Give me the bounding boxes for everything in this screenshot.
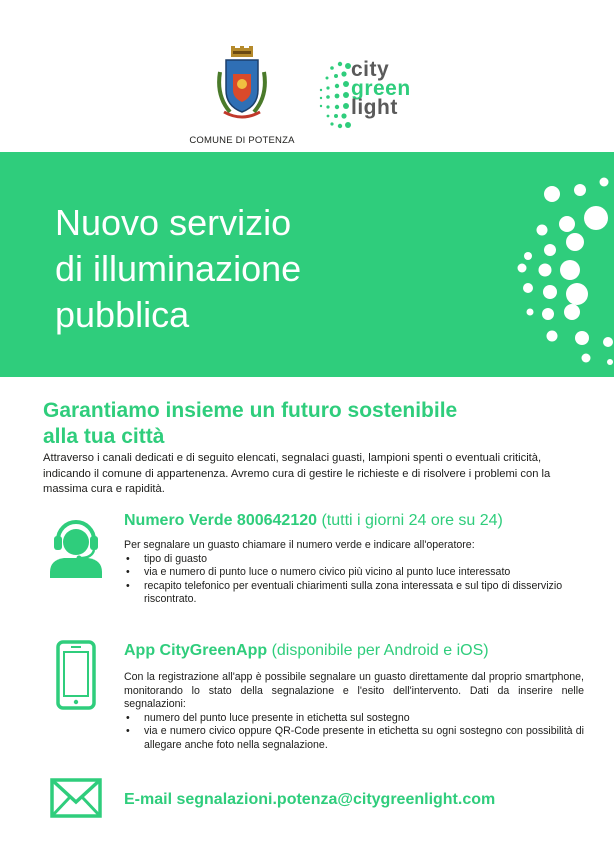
phone-availability: (tutti i giorni 24 ore su 24) (317, 512, 503, 529)
app-platforms: (disponibile per Android e iOS) (267, 642, 489, 659)
list-item: • recapito telefonico per eventuali chiarimenti sulla zona interessata e sul tipo di disservizio riscontrato. (124, 580, 584, 607)
citygreenlight-logo (318, 58, 428, 136)
app-name[interactable]: App CityGreenApp (124, 642, 268, 659)
call-center-operator-icon (48, 514, 104, 583)
toll-free-number[interactable]: Numero Verde 800642120 (124, 512, 318, 529)
email-contact-link[interactable]: E-mail segnalazioni.potenza@citygreenlight.com (124, 791, 496, 808)
list-item: • via e numero civico oppure QR-Code presente in etichetta su ogni sostegno con possibilità di allegare anche foto nella segnalazione. (124, 725, 584, 752)
list-item: • via e numero di punto luce o numero civico più vicino al punto luce interessato (124, 566, 584, 580)
banner-title-line: di illuminazione (55, 248, 302, 289)
app-info-list (124, 712, 584, 753)
phone-instructions: Per segnalare un guasto chiamare il numero verde e indicare all'operatore: (124, 539, 475, 551)
phone-section-title (124, 512, 503, 530)
intro-paragraph: Attraverso i canali dedicati e di seguito elencati, segnalaci guasti, lampioni spenti o eventuali criticità, indicando il comune di appartenenza. Avremo cura di gestire le richieste e di risolvere i problemi con la massima cura e rapidità. (43, 452, 551, 495)
comune-label: COMUNE DI POTENZA (189, 135, 295, 146)
app-section-title (124, 642, 489, 660)
headline-line: alla tua città (43, 425, 165, 448)
comune-crest-logo (214, 46, 270, 124)
brand-word-city: city (351, 58, 390, 81)
app-description: Con la registrazione all'app è possibile segnalare un guasto direttamente dal proprio smartphone, monitorando lo stato della segnalazione e l'esito dell'intervento. Dati da inserire nelle segnalazioni: (124, 671, 584, 711)
brand-word-green: green (351, 77, 411, 100)
phone-info-list (124, 553, 584, 607)
hero-banner (0, 152, 614, 377)
smartphone-icon (56, 640, 96, 715)
headline (43, 398, 583, 450)
brand-word-light: light (351, 96, 398, 119)
headline-line: Garantiamo insieme un futuro sostenibile (43, 399, 458, 422)
envelope-icon (50, 778, 102, 823)
app-section-body (124, 671, 584, 753)
banner-title (55, 200, 301, 338)
light-dots-decoration (500, 152, 614, 377)
phone-section-body (124, 539, 584, 607)
list-item: • tipo di guasto (124, 553, 584, 567)
banner-title-line: Nuovo servizio (55, 202, 292, 243)
banner-title-line: pubblica (55, 294, 190, 335)
list-item: • numero del punto luce presente in etichetta sul sostegno (124, 712, 584, 726)
